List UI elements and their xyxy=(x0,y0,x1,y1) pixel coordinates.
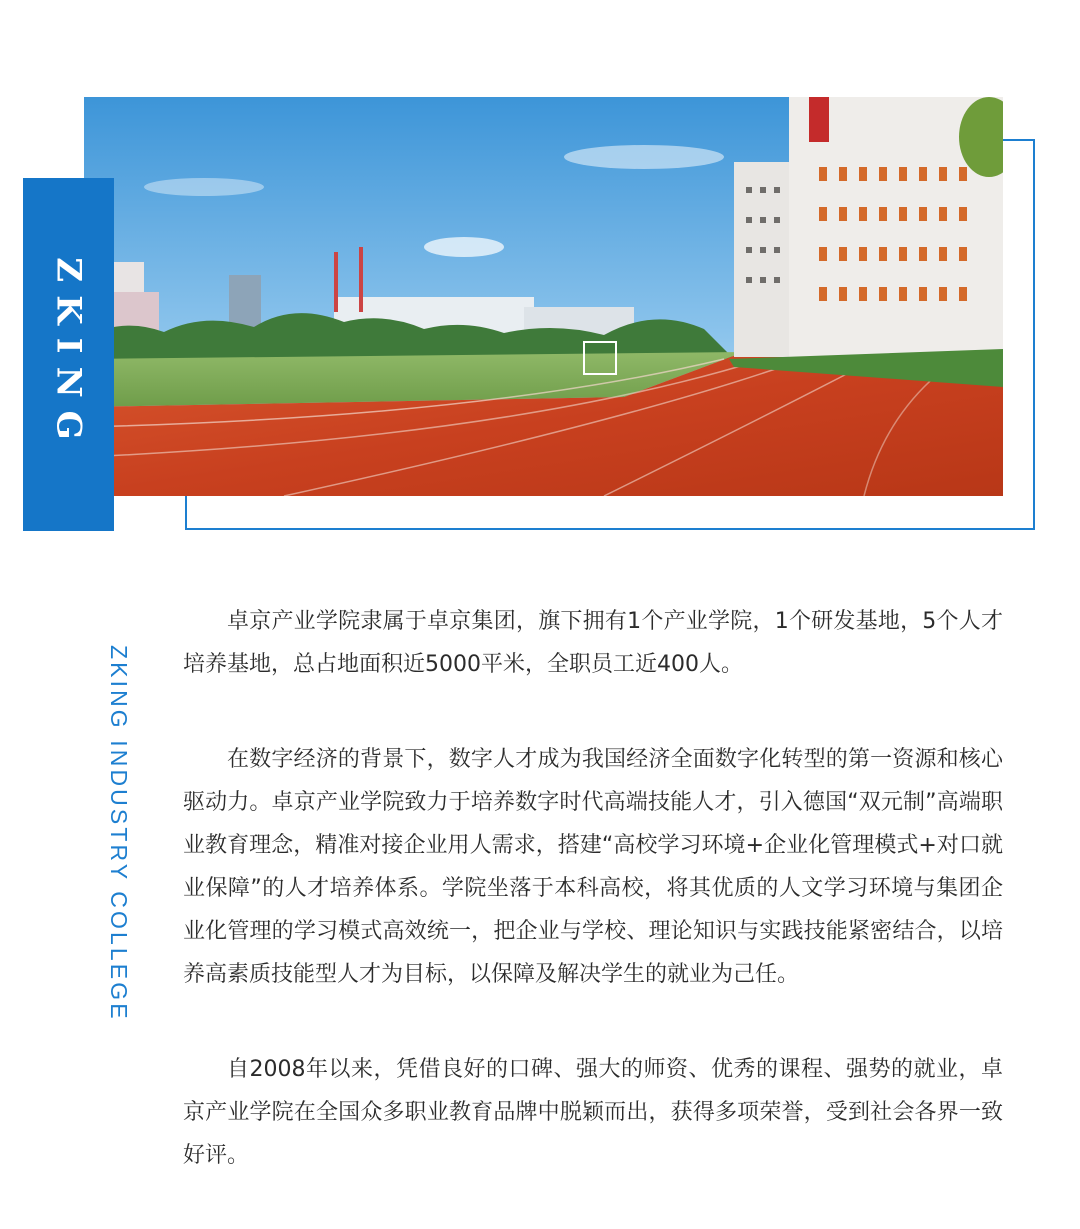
paragraph-3: 自2008年以来，凭借良好的口碑、强大的师资、优秀的课程、强势的就业，卓京产业学院在全国众多职业教育品牌中脱颖而出，获得多项荣誉，受到社会各界一致好评。 xyxy=(183,1057,1003,1168)
vertical-caption: ZKING INDUSTRY COLLEGE xyxy=(106,645,132,1022)
side-brand-label: ZKING xyxy=(48,256,89,453)
campus-photo xyxy=(84,97,1003,496)
intro-text xyxy=(183,600,1003,1229)
paragraph-2: 在数字经济的背景下，数字人才成为我国经济全面数字化转型的第一资源和核心驱动力。卓京产业学院致力于培养数字时代高端技能人才，引入德国“双元制”高端职业教育理念，精准对接企业用人需求，搭建“高校学习环境+企业化管理模式+对口就业保障”的人才培养体系。学院坐落于本科高校，将其优质的人文学习环境与集团企业化管理的学习模式高效统一，把企业与学校、理论知识与实践技能紧密结合，以培养高素质技能型人才为目标，以保障及解决学生的就业为己任。 xyxy=(183,747,1003,987)
side-brand-bar xyxy=(23,178,114,531)
vertical-caption-container xyxy=(100,645,140,1095)
paragraph-1: 卓京产业学院隶属于卓京集团，旗下拥有1个产业学院，1个研发基地，5个人才培养基地，总占地面积近5000平米，全职员工近400人。 xyxy=(183,609,1003,677)
